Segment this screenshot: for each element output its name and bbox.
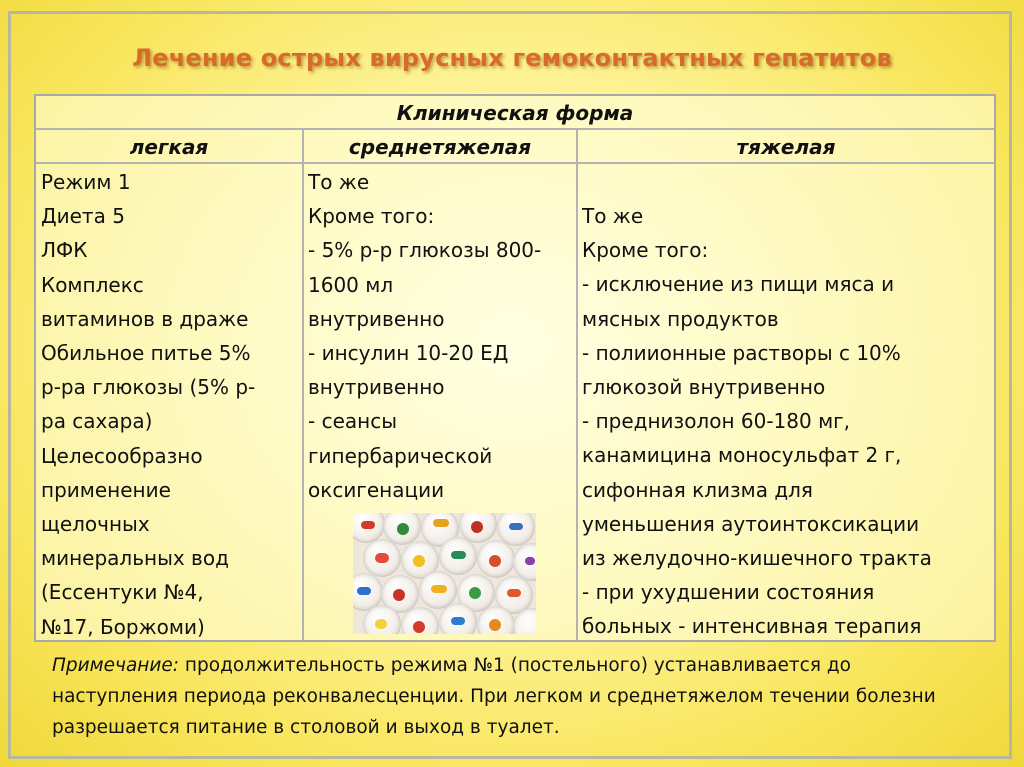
table-divider [36, 162, 994, 164]
column-header-moderate: среднетяжелая [348, 135, 532, 159]
table-divider [36, 128, 994, 130]
column-divider [576, 128, 578, 640]
cell-severe-treatment: То же Кроме того: - исключение из пищи мяса и мясных продуктов - полиионные растворы с 10% глюкозой внутривенно - преднизолон 60-180 мг, канамицина моносульфат 2 г, сифонная клизма для уменьшения аутоинтоксикации из желудочно-кишечного тракта - при ухудшении состояния больных - интенсивная терапия [582, 204, 932, 639]
clinical-form-header: Клиническая форма [396, 101, 634, 125]
footnote-text: продолжительность режима №1 (постельного) устанавливается до наступления периода реконвалесценции. При легком и среднетяжелом течении болезни разрешается питание в столовой и выход в туалет. [52, 655, 936, 738]
column-header-mild: легкая [129, 135, 209, 159]
footnote-label: Примечание: [52, 655, 180, 676]
footnote [52, 650, 982, 743]
pills-photo [353, 513, 536, 634]
column-divider [302, 128, 304, 640]
cell-moderate-treatment: То же Кроме того: - 5% р-р глюкозы 800- 1600 мл внутривенно - инсулин 10-20 ЕД внутривенно - сеансы гипербарической оксигенации [308, 170, 542, 502]
cell-mild-treatment: Режим 1 Диета 5 ЛФК Комплекс витаминов в драже Обильное питье 5% р-ра глюкозы (5% р- ра сахара) Целесообразно применение щелочных минеральных вод (Ессентуки №4, №17, Боржоми) [41, 170, 256, 639]
column-header-severe: тяжелая [736, 135, 836, 159]
slide-title: Лечение острых вирусных гемоконтактных гепатитов [132, 44, 892, 72]
